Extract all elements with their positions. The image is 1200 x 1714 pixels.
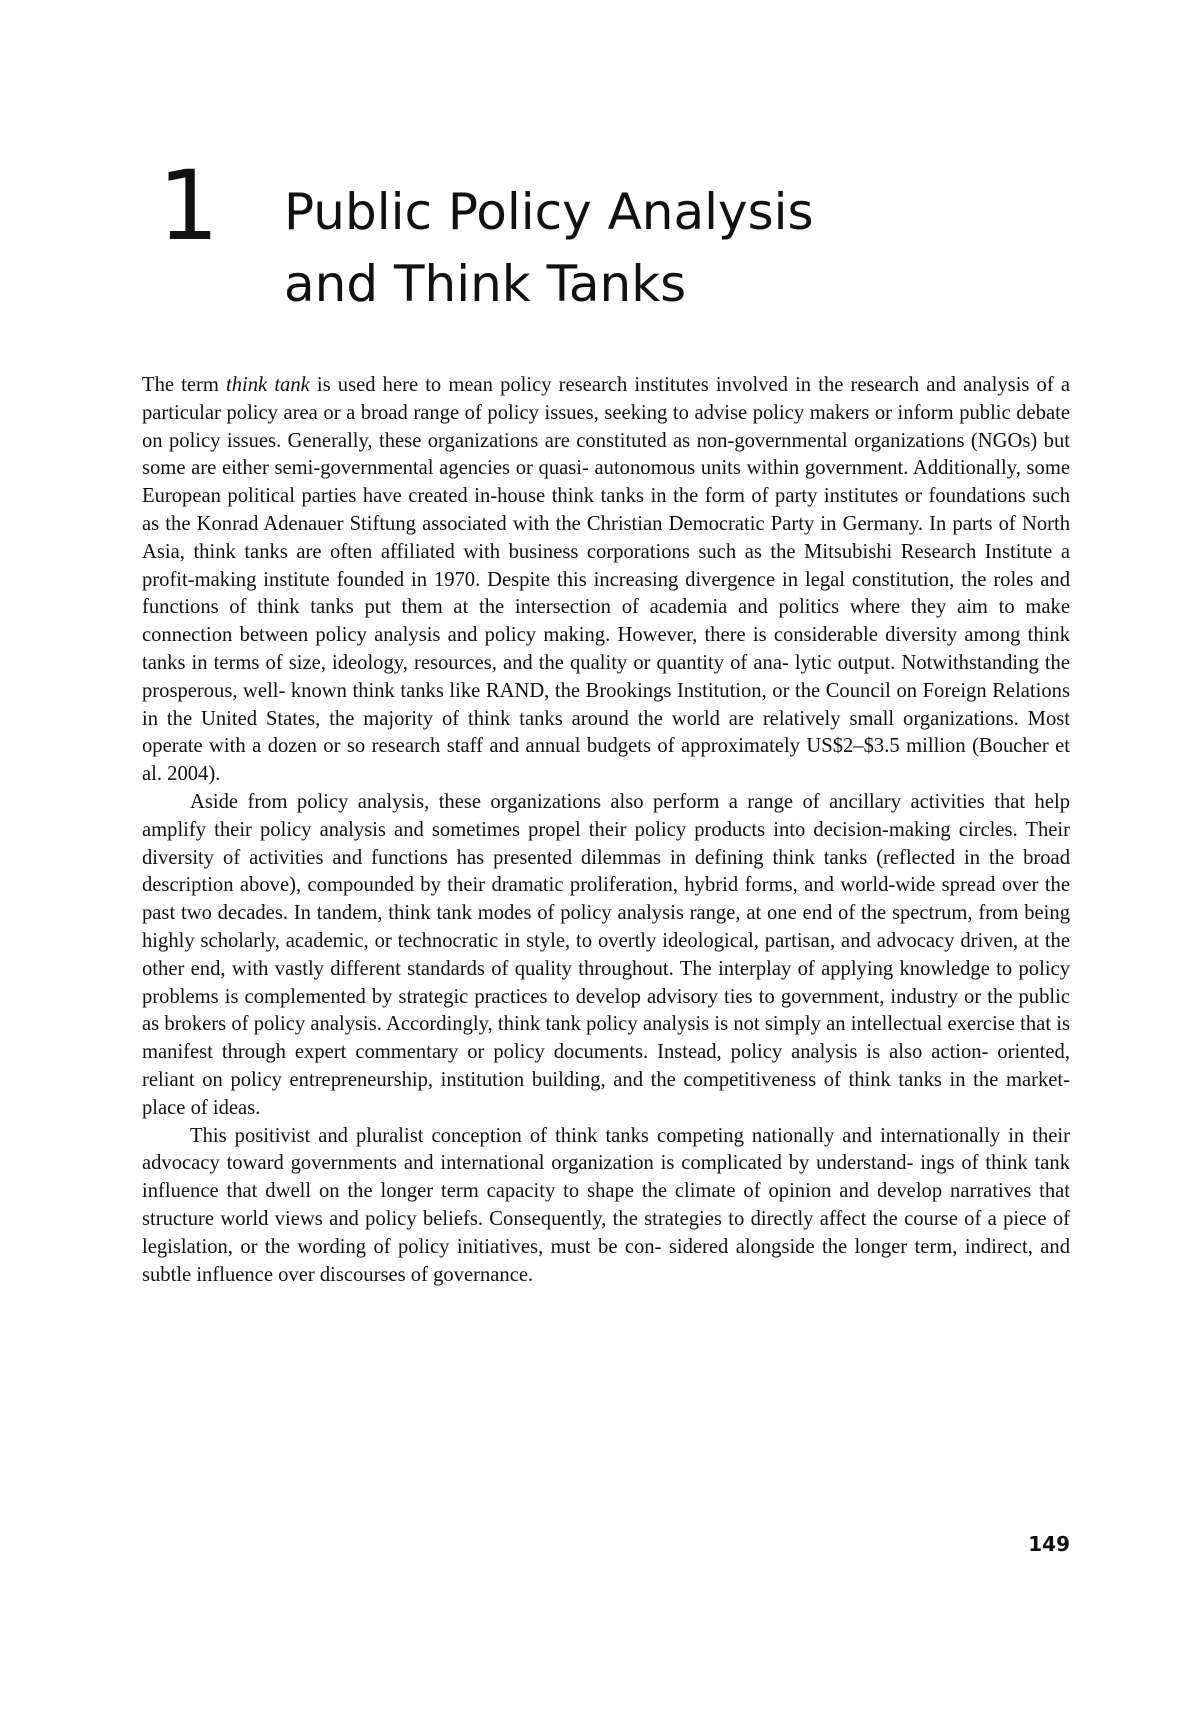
body-text [142, 372, 1070, 1289]
paragraph-1 [142, 372, 1070, 789]
term-think-tank: think tank [226, 374, 310, 396]
chapter-title-line-1: Public Policy Analysis [284, 183, 814, 241]
chapter-number: 1 [158, 150, 220, 262]
chapter-title-line-2: and Think Tanks [284, 255, 687, 313]
paragraph-1-rest: is used here to mean policy research institutes involved in the research and analysis of a particular policy area or a broad range of policy issues, seeking to advise policy makers or inform public debate on policy issues. Generally, these organizations are constituted as non-governmental organizations (NGOs) but some are either semi-governmental agencies or quasi- autonomous units within government. Additionally, some European political parties have created in-house think tanks in the form of party institutes or foundations such as the Konrad Adenauer Stiftung associated with the Christian Democratic Party in Germany. In parts of North Asia, think tanks are often affiliated with business corporations such as the Mitsubishi Research Institute a profit-making institute founded in 1970. Despite this increasing divergence in legal constitution, the roles and functions of think tanks put them at the intersection of academia and politics where they aim to make connection between policy analysis and policy making. However, there is considerable diversity among think tanks in terms of size, ideology, resources, and the quality or quantity of ana- lytic output. Notwithstanding the prosperous, well- known think tanks like RAND, the Brookings Institution, or the Council on Foreign Relations in the United States, the majority of think tanks around the world are relatively small organizations. Most operate with a dozen or so research staff and annual budgets of approximately US$2–$3.5 million (Boucher et al. 2004). [142, 374, 1070, 786]
paragraph-1-intro: The term [142, 374, 227, 396]
paragraph-2: Aside from policy analysis, these organizations also perform a range of ancillary activities that help amplify their policy analysis and sometimes propel their policy products into decision-making circles. Their diversity of activities and functions has presented dilemmas in defining think tanks (reflected in the broad description above), compounded by their dramatic proliferation, hybrid forms, and world-wide spread over the past two decades. In tandem, think tank modes of policy analysis range, at one end of the spectrum, from being highly scholarly, academic, or technocratic in style, to overtly ideological, partisan, and advocacy driven, at the other end, with vastly different standards of quality throughout. The interplay of applying knowledge to policy problems is complemented by strategic practices to develop advisory ties to government, industry or the public as brokers of policy analysis. Accordingly, think tank policy analysis is not simply an intellectual exercise that is manifest through expert commentary or policy documents. Instead, policy analysis is also action- oriented, reliant on policy entrepreneurship, institution building, and the competitiveness of think tanks in the market-place of ideas. [142, 790, 1070, 1119]
chapter-title [284, 176, 1044, 320]
page-number: 149 [1028, 1532, 1070, 1556]
paragraph-3: This positivist and pluralist conception of think tanks competing nationally and internationally in their advocacy toward governments and international organization is complicated by understand- ings of think tank influence that dwell on the longer term capacity to shape the climate of opinion and develop narratives that structure world views and policy beliefs. Consequently, the strategies to directly affect the course of a piece of legislation, or the wording of policy initiatives, must be con- sidered alongside the longer term, indirect, and subtle influence over discourses of governance. [142, 1124, 1070, 1286]
